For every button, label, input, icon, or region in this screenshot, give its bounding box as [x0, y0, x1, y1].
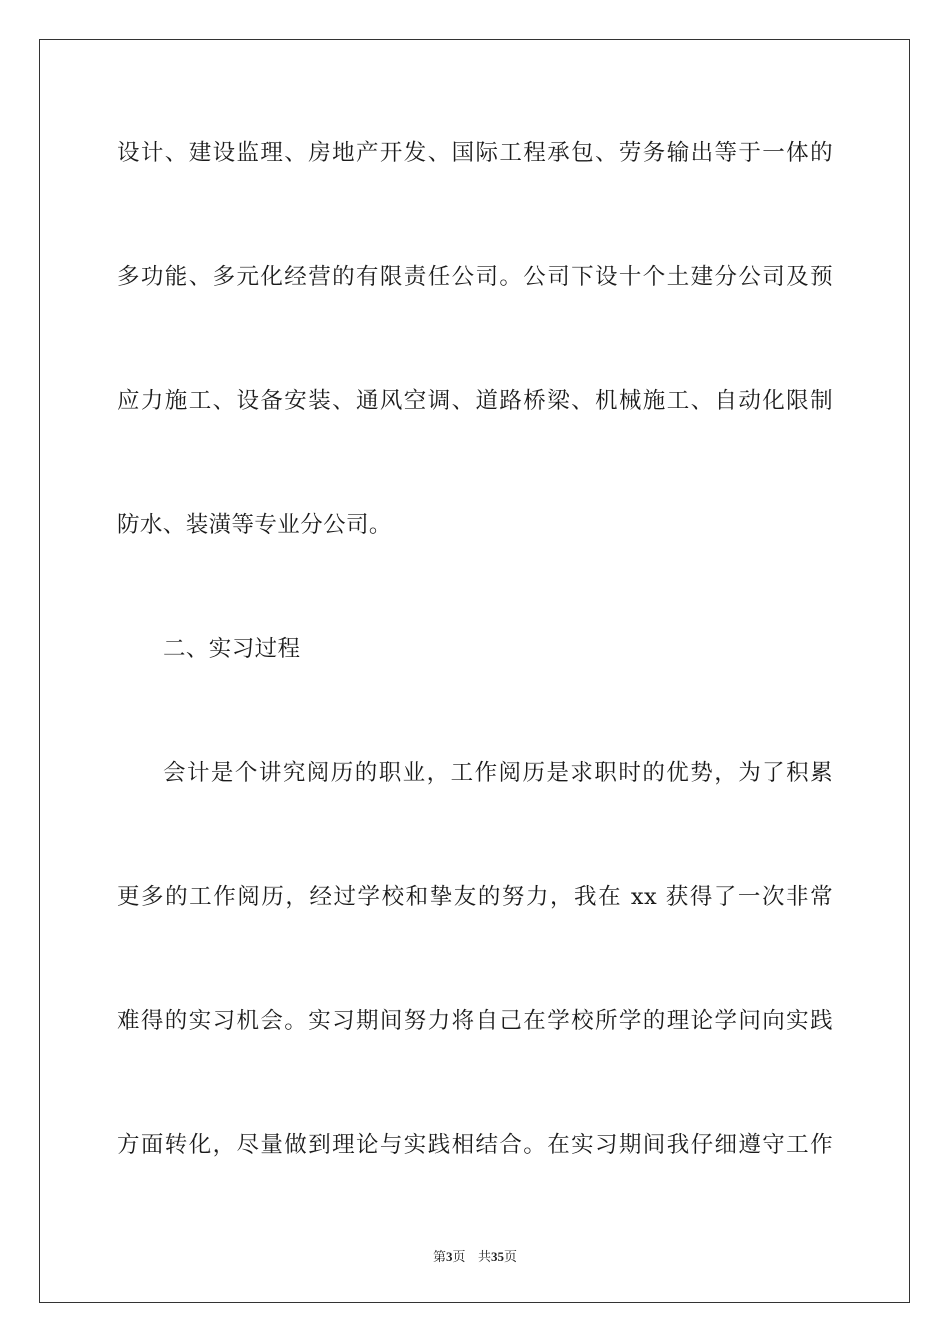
body-text-line: 应力施工、设备安装、通风空调、道路桥梁、机械施工、自动化限制 — [117, 388, 833, 414]
total-page-count: 35 — [490, 1249, 504, 1264]
body-text-line: 设计、建设监理、房地产开发、国际工程承包、劳务输出等于一体的 — [117, 140, 833, 166]
page-footer — [0, 1248, 950, 1267]
body-text-line: 防水、装潢等专业分公司。 — [117, 512, 392, 538]
footer-page-suffix: 页 — [452, 1250, 466, 1265]
body-text-line: 难得的实习机会。实习期间努力将自己在学校所学的理论学问向实践 — [117, 1008, 833, 1034]
page-border — [39, 39, 910, 1303]
section-heading: 二、实习过程 — [163, 636, 301, 662]
body-text-line: 会计是个讲究阅历的职业，工作阅历是求职时的优势，为了积累 — [163, 760, 833, 786]
body-text-line: 多功能、多元化经营的有限责任公司。公司下设十个土建分公司及预 — [117, 264, 833, 290]
current-page-number: 3 — [446, 1249, 453, 1264]
body-text-line: 方面转化，尽量做到理论与实践相结合。在实习期间我仔细遵守工作 — [117, 1132, 833, 1158]
footer-total-suffix: 页 — [503, 1250, 517, 1265]
footer-prefix: 第 — [433, 1250, 447, 1265]
body-text-line: 更多的工作阅历，经过学校和挚友的努力，我在 xx 获得了一次非常 — [117, 884, 833, 910]
footer-total-prefix: 共 — [477, 1250, 491, 1265]
